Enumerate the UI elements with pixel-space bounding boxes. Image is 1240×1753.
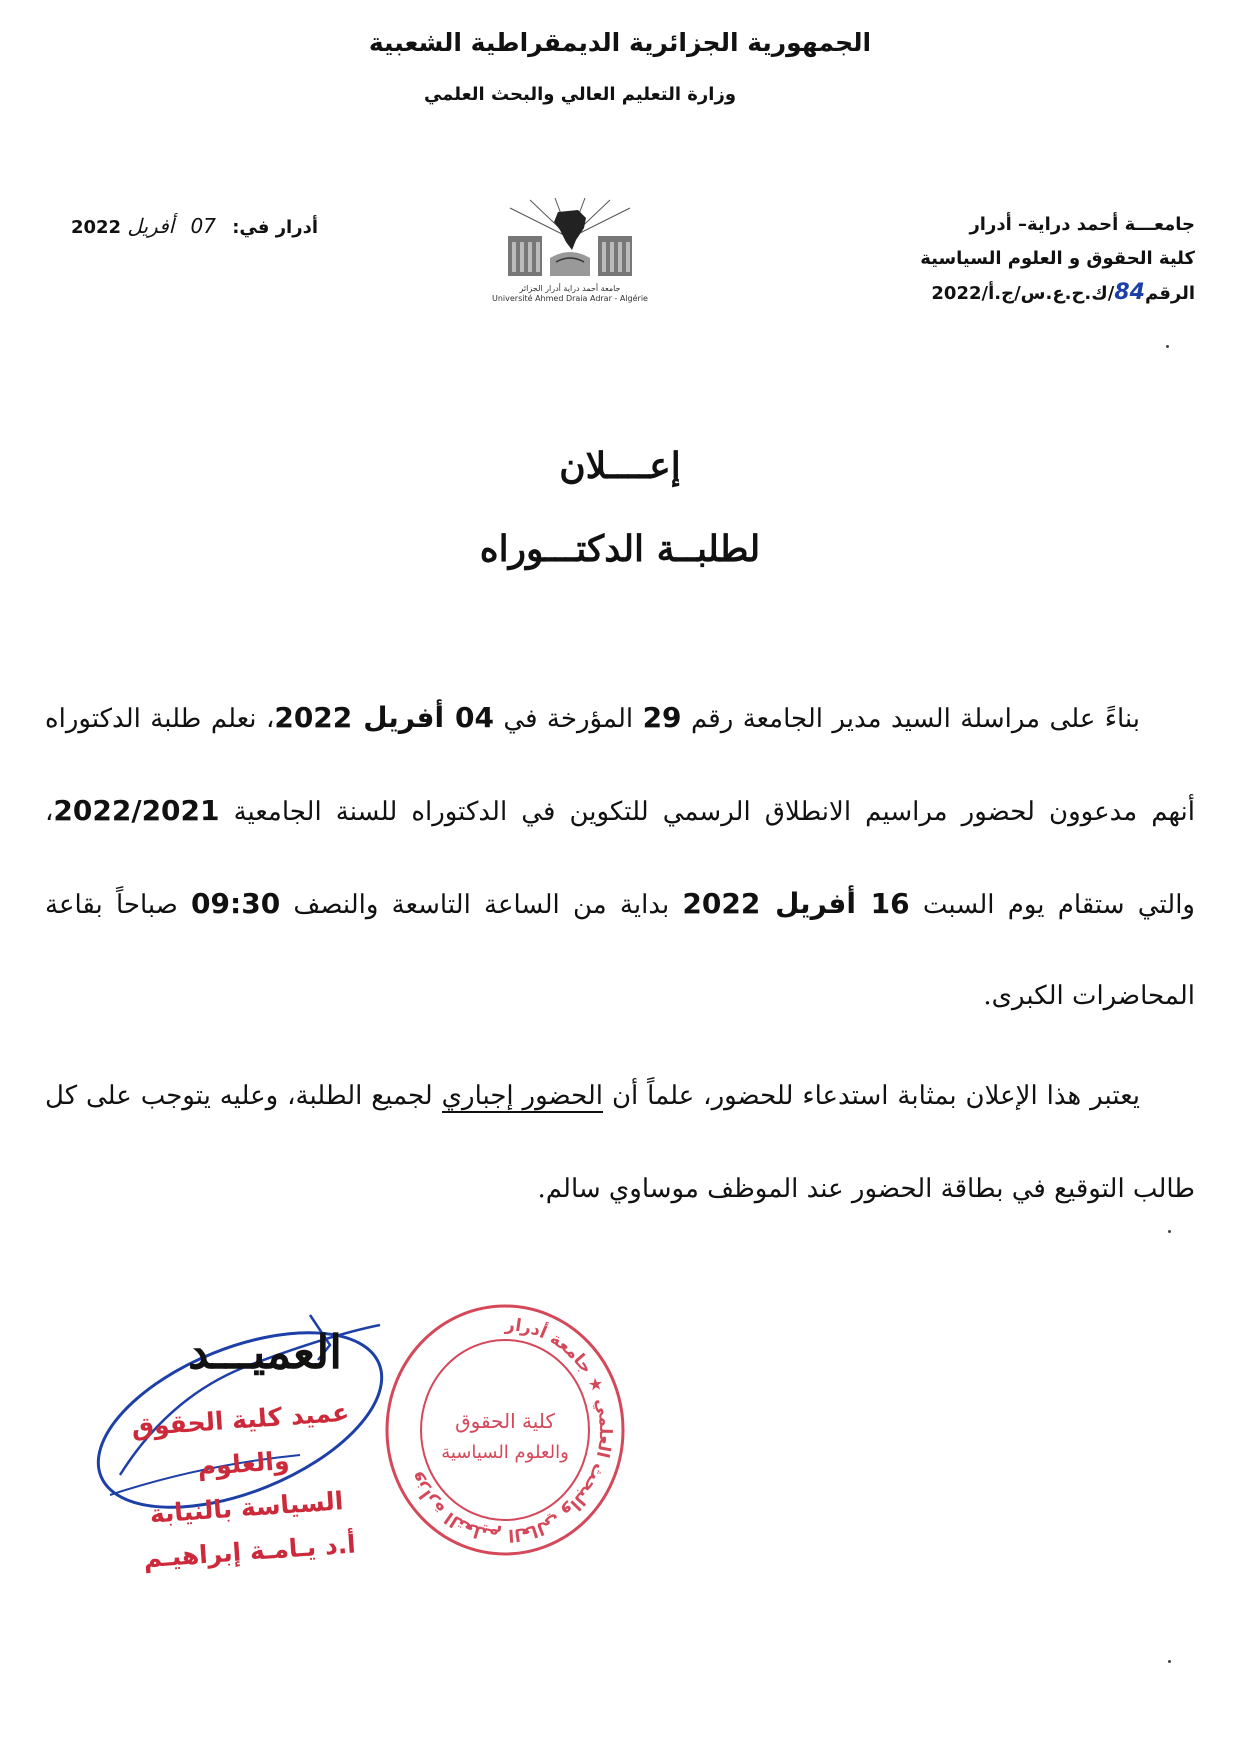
scan-speck (1166, 345, 1169, 348)
p1-event-time: 09:30 (191, 887, 281, 920)
scan-speck (1168, 1660, 1171, 1663)
seal-center-line-1: كلية الحقوق (455, 1409, 555, 1433)
reference-suffix: /ك.ح.ع.س/ج.أ/2022 (931, 283, 1115, 304)
p1-academic-year: 2022/2021 (53, 794, 220, 827)
p1-letter-date: 04 أفريل 2022 (274, 701, 494, 734)
faculty-name: كلية الحقوق و العلوم السياسية (920, 248, 1195, 269)
sender-block (795, 208, 1195, 311)
reference-number (795, 276, 1195, 311)
announcement-title: إعــــلان (559, 445, 681, 487)
republic-heading: الجمهورية الجزائرية الديمقراطية الشعبية (368, 28, 872, 57)
dean-title: العميـــد (187, 1325, 343, 1379)
university-logo (490, 198, 650, 318)
seal-ring-text: وزارة التعليم العالي والبحث العلمي ★ جامعة أدرار (404, 1314, 616, 1546)
dean-stamp (89, 1388, 401, 1584)
logo-caption-latin: Université Ahmed Draia Adrar - Algérie (492, 294, 648, 303)
date-label: أدرار في: (232, 217, 318, 238)
logo-emblem-icon (500, 198, 640, 280)
reference-handwritten-number: 84 (1114, 280, 1145, 305)
p2-text-b: لجميع الطلبة، وعليه يتوجب على كل طالب التوقيع في بطاقة الحضور عند الموظف موساوي سالم. (45, 1081, 1195, 1204)
date-block (68, 214, 318, 238)
date-year: 2022 (70, 217, 122, 238)
p1-letter-number: 29 (642, 701, 682, 734)
logo-caption-arabic: جامعة أحمد دراية أدرار الجزائر (519, 284, 621, 293)
p2-text-a: يعتبر هذا الإعلان بمثابة استدعاء للحضور، علماً أن (603, 1081, 1140, 1111)
faculty-seal (380, 1300, 630, 1560)
p2-mandatory-attendance: الحضور إجباري (441, 1081, 604, 1111)
dean-stamp-line-2: السياسة بالنيابة (148, 1486, 345, 1529)
dean-stamp-line-1: عميد كلية الحقوق والعلوم (130, 1397, 351, 1482)
dean-stamp-line-3: أ.د يـامـة إبراهيـم (142, 1529, 357, 1574)
scan-speck (1168, 1230, 1171, 1233)
university-name: جامعـــة أحمد دراية– أدرار (969, 214, 1195, 235)
body-paragraph-2 (45, 1050, 1195, 1236)
p1-text-a: بناءً على مراسلة السيد مدير الجامعة رقم (681, 704, 1140, 734)
date-day: 07 (190, 214, 216, 238)
p1-text-f: صباحاً بقاعة المحاضرات الكبرى. (45, 890, 1195, 1011)
seal-center-line-2: والعلوم السياسية (441, 1442, 569, 1463)
announcement-subtitle: لطلبــة الدكتـــوراه (479, 528, 761, 570)
p1-text-b: المؤرخة في (493, 704, 643, 734)
date-month: أفريل (127, 214, 175, 238)
p1-text-e: بداية من الساعة التاسعة والنصف (280, 890, 683, 920)
p1-text-d: ، والتي ستقام يوم السبت (45, 797, 1195, 920)
ministry-heading: وزارة التعليم العالي والبحث العلمي (423, 84, 737, 105)
p1-event-date: 16 أفريل 2022 (682, 887, 910, 920)
p1-text-c: ، نعلم طلبة الدكتوراه أنهم مدعوون لحضور مراسيم الانطلاق الرسمي للتكوين في الدكتوراه للسنة الجامعية (45, 704, 1195, 827)
reference-prefix: الرقم (1144, 283, 1195, 304)
body-paragraph-1 (45, 672, 1195, 1042)
